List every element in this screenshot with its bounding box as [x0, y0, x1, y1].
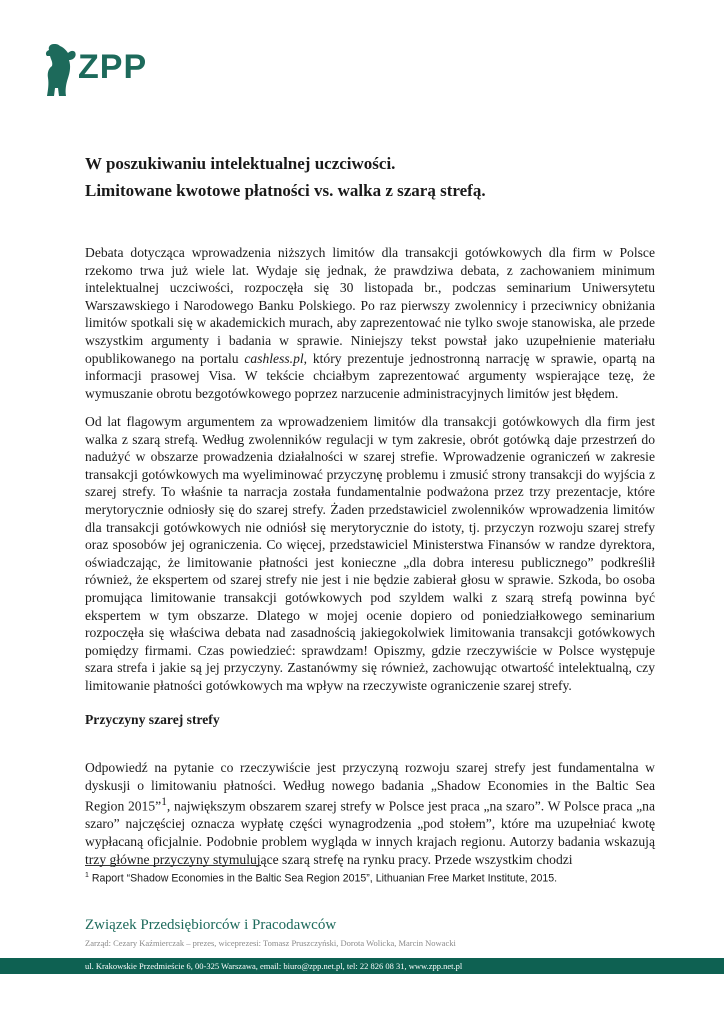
causes-text-a: Odpowiedź na pytanie co rzeczywiście jest przyczyną rozwoju szarej strefy jest fundamentalna w dyskusji o limitowaniu płatności. Według nowego badania „Shadow Economies in the Baltic Sea Region 2015” [85, 760, 655, 814]
footnote-text: Raport “Shadow Economies in the Baltic Sea Region 2015”, Lithuanian Free Market Institute, 2015. [88, 872, 558, 885]
footnote-ref[interactable]: 1 [161, 796, 167, 809]
intro-text-a: Debata dotycząca wprowadzenia niższych limitów dla transakcji gotówkowych dla firm w Polsce rzekomo trwa już wiele lat. Wydaje się jednak, że prawdziwa debata, z zachowaniem minimum intelektualnej uczciwości, rozpoczęła się 30 listopada br., podczas seminarium Uniwersytetu Warszawskiego i Narodowego Banku Polskiego. Po raz pierwszy zwolennicy i przeciwnicy obniżania limitów spotkali się w akademickich murach, aby zaprezentować nie tylko swoje stanowiska, ale przede wszystkim argumenty i badania w sprawie. Niniejszy tekst powstał jako uzupełnienie materiału opublikowanego na portalu [85, 245, 655, 366]
paragraph-causes [85, 759, 655, 868]
title-line-1: W poszukiwaniu intelektualnej uczciwości. [85, 154, 396, 173]
footnote-divider [85, 865, 261, 866]
page-title [85, 150, 645, 204]
zpp-logo [44, 42, 164, 102]
title-line-2: Limitowane kwotowe płatności vs. walka z szarą strefą. [85, 181, 486, 200]
intro-text-b: , który prezentuje jednostronną narrację w sprawie, opartą na informacji prasowej Visa. W tekście chciałbym zaprezentować argumenty wspierające tezę, że wymuszanie obrotu bezgotówkowego poprzez narzucenie administracyjnych limitów jest błędem. [85, 350, 656, 401]
paragraph-argument: Od lat flagowym argumentem za wprowadzeniem limitów dla transakcji gotówkowych dla firm jest walka z szarą strefą. Według zwolenników regulacji w tym zakresie, obrót gotówką daje przestrzeń do nadużyć w obszarze prowadzenia działalności w szarej strefie. Wprowadzenie ograniczeń w zakresie transakcji gotówkowych ma wyeliminować przyczynę problemu i zmusić strony transakcji do wyjścia z szarej strefy. To właśnie ta narracja została fundamentalnie podważona przez trzy prezentacje, które merytorycznie odniosły się do szarej strefy. Żaden przedstawiciel zwolenników wprowadzenia limitów dla transakcji gotówkowych nie odniósł się merytorycznie do istoty, tj. przyczyn rozwoju szarej strefy oraz sposobów jej ograniczenia. Co więcej, przedstawiciel Ministerstwa Finansów w randze dyrektora, oświadczając, że limitowanie płatności jest konieczne „dla dobra interesu publicznego” podkreślił również, że ekspertem od szarej strefy nie jest i nie będzie zabierał głosu w sprawie. Szkoda, bo osoba promująca limitowanie transakcji gotówkowych pod szyldem walki z szarą strefą powinna być ekspertem w tym obszarze. Dlatego w mojej ocenie dopiero od poniedziałkowego seminarium rozpoczęła się właściwa debata nad zasadnością jakiegokolwiek limitowania transakcji gotówkowych pomiędzy firmami. Czas powiedzieć: sprawdzam! Opiszmy, gdzie rzeczywiście w Polsce występuje szara strefa i jakie są jej przyczyny. Zastanówmy się również, zachowując otwartość intelektualną, czy limitowanie płatności gotówkowych ma wpływ na rzeczywiste ograniczenie szarej strefy. [85, 414, 655, 693]
paragraph-intro [85, 244, 655, 402]
cashless-reference: cashless.pl [244, 350, 304, 366]
board-members: Zarząd: Cezary Kaźmierczak – prezes, wiceprezesi: Tomasz Pruszczyński, Dorota Wolicka, Marcin Nowacki [85, 938, 456, 948]
footnote [85, 872, 655, 885]
organization-name: Związek Przedsiębiorców i Pracodawców [85, 917, 337, 933]
logo-text: ZPP [78, 48, 148, 86]
section-heading: Przyczyny szarej strefy [85, 712, 220, 727]
footnote-number: 1 [85, 872, 89, 879]
bear-icon [44, 42, 78, 98]
footer-bar [0, 958, 724, 974]
causes-text-b: , największym obszarem szarej strefy w Polsce jest praca „na szaro”. W Polsce praca „na szaro” najczęściej oznacza wypłatę części wynagrodzenia „pod stołem”, które ma uzupełniać kwotę wypłacaną oficjalnie. Podobnie problem wygląda w innych krajach regionu. Autorzy badania wskazują trzy główne przyczyny stymulujące szarą strefę na rynku pracy. Przede wszystkim chodzi [85, 798, 656, 867]
footer-address: ul. Krakowskie Przedmieście 6, 00-325 Warszawa, email: biuro@zpp.net.pl, tel: 22 826 08 31, www.zpp.net.pl [85, 961, 463, 971]
